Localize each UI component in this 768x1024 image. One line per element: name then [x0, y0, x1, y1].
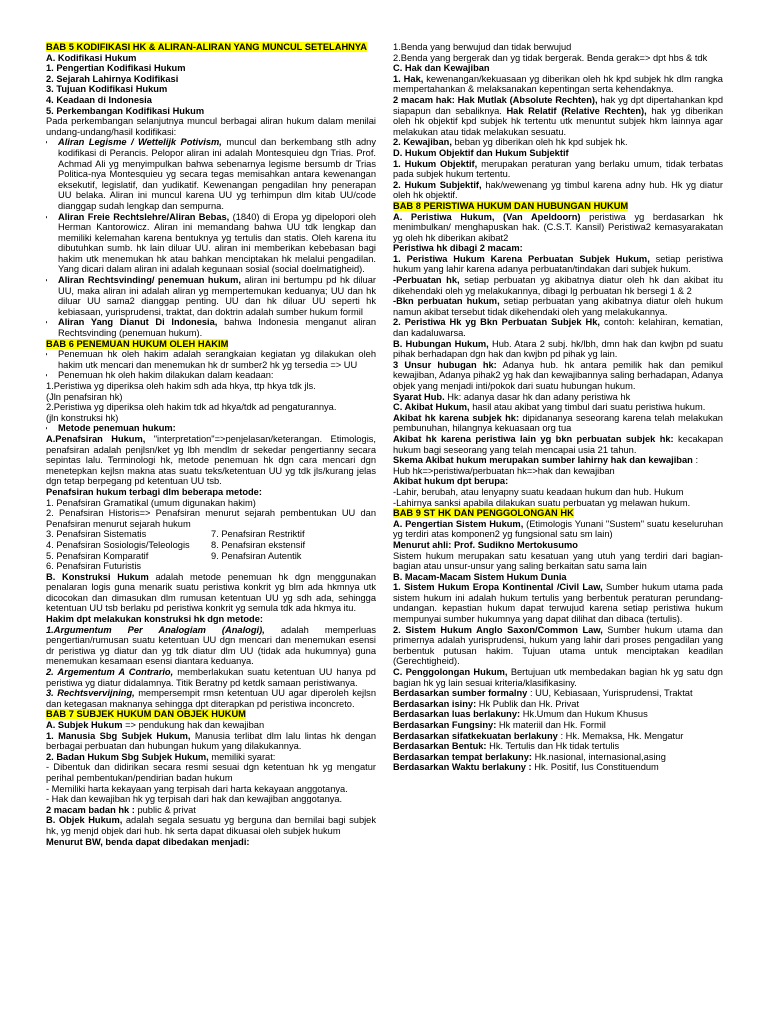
kriteria-value: : UU, Kebiasaan, Yurisprudensi, Traktat	[529, 688, 693, 699]
p1-paragraph	[393, 254, 723, 275]
keadaan-line: 2.Peristiwa yg diperiksa oleh hakim tdk ad hkya/tdk ad pengaturannya.	[46, 402, 337, 413]
p1b-text: setiap perbuatan yang akibatnya diatur oleh hukum namun akibat tersebut tidak dikehendaki oleh yang melakukannya.	[393, 296, 723, 317]
rechtsvinding-title: Aliran Rechtsvinding/ penemuan hukum,	[58, 275, 241, 286]
kriteria-key: Berdasarkan Fungsiny:	[393, 720, 497, 730]
kewajiban-paragraph	[393, 137, 723, 148]
anglo-text: Sumber hukum utama dan primernya adalah yurisprudensi, hukum yang lahir dari proses pengadilan yang berbentuk putusan hakim. Tujuan utama untuk menciptakan keadilan (Gerechtigheid).	[393, 624, 723, 667]
penafsiran-paragraph	[46, 434, 376, 487]
kriteria-value: Hk. Positif, Ius Constituendum	[534, 762, 659, 773]
penemuan-item: • Penemuan hk oleh hakim adalah serangkaian kegiatan yg dilakukan oleh hakim utk mencari dan menemukan hk dr sumber2 hk yg tersedia => UU	[46, 349, 376, 370]
kriteria-key: Berdasarkan sifatkekuatan berlakuny	[393, 730, 558, 741]
hak-text: kewenangan/kekuasaan yg diberikan oleh hk kpd subjek hk dlm rangka mempertahankan & melaksanakan kepentingan serta kehendaknya.	[393, 73, 723, 95]
p1-text: setiap peristiwa hukum yang lahir karena adanya perbuatan/tindakan dari subjek hukum.	[393, 253, 723, 275]
skema-title: Skema Akibat hukum merupakan sumber lahirny hak dan kewajiban	[393, 455, 693, 466]
list-item: 1. Pengertian Kodifikasi Hukum	[46, 63, 186, 74]
contrario-paragraph	[46, 667, 376, 688]
dianut-title: Aliran Yang Dianut Di Indonesia,	[58, 317, 218, 328]
jenis-item: 4. Penafsiran Sosiologis/Teleologis	[46, 539, 190, 550]
contrario-title: 2. Argementum A Contrario,	[46, 667, 174, 678]
dianut-text: bahwa Indonesia menganut aliran Rechtsvinding (penemuan hukum).	[58, 317, 376, 339]
p1a-paragraph	[393, 275, 723, 296]
rechtsvinding-text: aliran ini bertumpu pd hk diluar UU, maka aliran ini adalah aliran yg mempertemukan keduanya; UU dan hk diluar UU sama2 dianggap penting. UU dan hk diluar UU seperti hk kebiasaan, yurisprudensi, traktat, dan doktrin adalah sumber hukum formil	[58, 275, 376, 317]
kriteria-value: : Hk. Memaksa, Hk. Mengatur	[560, 730, 684, 741]
anglo-title: 2. Sistem Hukum Anglo Saxon/Common Law,	[393, 624, 603, 635]
akibat-dpt-item: -Lahir, berubah, atau lenyapny suatu keadaan hukum dan hub. Hukum	[393, 486, 684, 497]
jenis-grid	[46, 529, 376, 571]
kewajiban-text: beban yg diberikan oleh hk kpd subjek hk.	[454, 137, 628, 148]
hubungan-text: Hub. Atara 2 subj. hk/lbh, dmn hak dan kwjbn pd suatu pihak berhadapan dgn hak dan kwjbn pd pihak yg lain.	[393, 338, 723, 360]
akibat2-title: Akibat hk karena subjek hk:	[393, 412, 520, 423]
rechtsvinding-item	[46, 275, 376, 317]
metode-heading: • Metode penemuan hukum:	[46, 423, 376, 434]
kriteria-line	[393, 699, 723, 710]
relatif-title: Hak Relatif (Relative Rechten),	[506, 105, 647, 116]
bab9-heading: BAB 9 ST HK DAN PENGGOLONGAN HK	[393, 508, 574, 519]
p1b-paragraph	[393, 296, 723, 317]
subjektif-title: 2. Hukum Subjektif,	[393, 179, 482, 190]
golongan-title: C. Penggolongan Hukum,	[393, 667, 508, 678]
keadaan-line: (Jln penafsiran hk)	[46, 391, 123, 402]
kriteria-value: Hk.Umum dan Hukum Khusus	[522, 709, 648, 720]
badan-text: memiliki syarat:	[211, 751, 276, 762]
peristiwa-text: peristiwa yg berdasarkan hk menimbulkan/ menghapuskan hak. (C.S.T. Kansil) Peristiwa2 kemasyarakatan yg oleh hk diberikan akibat2	[393, 211, 723, 243]
kriteria-line	[393, 752, 723, 763]
manusia-paragraph	[46, 731, 376, 752]
bab8-heading: BAB 8 PERISTIWA HUKUM DAN HUBUNGAN HUKUM	[393, 200, 629, 211]
eropa-paragraph	[393, 582, 723, 624]
peristiwa-paragraph	[393, 212, 723, 244]
sistem-title: A. Pengertian Sistem Hukum,	[393, 518, 524, 529]
macam-hak-paragraph	[393, 95, 723, 137]
kriteria-value: Hk. Tertulis dan Hk tidak tertulis	[489, 741, 620, 752]
kewajiban-title: 2. Kewajiban,	[393, 137, 452, 148]
list-item: 5. Perkembangan Kodifikasi Hukum	[46, 105, 205, 116]
macam-hak-title: 2 macam hak: Hak Mutlak (Absolute Rechten),	[393, 94, 598, 105]
konstruksi-text: adalah metode penemuan hk dgn menggunakan penalaran logis guna menarik suatu peristiwa konkrit yg blm ada hkmnya utk dicocokan dan dimasukan dlm rumusan ketentuan UU yg sdh ada, sehingga ketentuan UU tsb berlaku pd peristiwa konkrit yg semula tdk ada hkmya itu.	[46, 571, 376, 614]
benda-item: 2.Benda yang bergerak dan yg tidak bergerak. Benda gerak=> dpt hbs & tdk	[393, 52, 708, 63]
konstruksi-title: B. Konstruksi Hukum	[46, 571, 149, 582]
p1a-title: -Perbuatan hk,	[393, 275, 460, 286]
konstruksi-paragraph	[46, 572, 376, 614]
bab5-heading: BAB 5 KODIFIKASI HK & ALIRAN-ALIRAN YANG MUNCUL SETELAHNYA	[46, 42, 367, 52]
rechtsvervijning-text: mempersempit rmsn ketentuan UU agar diperoleh kejlsn dan ketegasan maknanya sehingga dpt diterapkan pd peristiwa inconcreto.	[46, 688, 376, 709]
hubungan-paragraph	[393, 339, 723, 360]
dibagi-heading: Peristiwa hk dibagi 2 macam:	[393, 243, 523, 254]
left-column	[46, 42, 376, 1017]
unsur-text: Adanya hub. hk antara pemilik hak dan pemikul kewajiban, Adanya pihak2 yg hak dan kewajibannya saling berhadapan, Adanya objek yang menjadi inti/pokok dari suatu hubungan hukum.	[393, 359, 723, 391]
hakim-heading: Hakim dpt melakukan konstruksi hk dgn metode:	[46, 614, 263, 625]
kriteria-key: Berdasarkan luas berlakuny:	[393, 709, 521, 720]
legisme-title: Aliran Legisme / Wettelijk Potivism,	[58, 137, 222, 148]
akibat2-paragraph	[393, 413, 723, 434]
jenis-item: 6. Penafsiran Futuristis	[46, 561, 142, 572]
dianut-item	[46, 317, 376, 338]
macam-title: 2 macam badan hk :	[46, 804, 135, 815]
jenis-item: 7. Penafsiran Restriktif	[211, 529, 305, 540]
anglo-paragraph	[393, 625, 723, 667]
badan-item: - Hak dan kewajiban hk yg terpisah dari hak dan kewajiban anggotanya.	[46, 794, 343, 805]
macam-hak-text: hak yg dpt dipertahankan kpd siapapun dan sebaliknya.	[393, 94, 723, 116]
syarat-paragraph	[393, 392, 723, 403]
macam-text: public & privat	[137, 804, 196, 815]
list-item: 2. Sejarah Lahirnya Kodifikasi	[46, 73, 179, 84]
kriteria-value: Hk Publik dan Hk. Privat	[478, 698, 580, 709]
subjek-paragraph	[46, 720, 376, 731]
jenis-item: 5. Penafsiran Komparatif	[46, 550, 149, 561]
freie-item	[46, 212, 376, 276]
hak-kewajiban-heading: C. Hak dan Kewajiban	[393, 63, 490, 74]
subjek-title: A. Subjek Hukum	[46, 720, 123, 730]
akibat-text: hasil atau akibat yang timbul dari suatu peristiwa hukum.	[472, 402, 706, 413]
sudikno-heading: Menurut ahli: Prof. Sudikno Mertokusumo	[393, 539, 578, 550]
kodifikasi-heading: A. Kodifikasi Hukum	[46, 52, 137, 63]
hak-title: 1. Hak,	[393, 73, 424, 84]
p1a-text: setiap perbuatan yg akibatnya diatur oleh hk dan akibat itu dikehendaki oleh yg melakukannya, dibagi lg perbuatan hk bersegi 1 & 2	[393, 275, 723, 296]
subjektif-text: hak/wewenang yg timbul karena adny hub. Hk yg diatur oleh hk objektif.	[393, 179, 723, 201]
rechtsvervijning-title: 3. Rechtsvervijning,	[46, 688, 135, 699]
subjek-text: => pendukung hak dan kewajiban	[125, 720, 265, 730]
kriteria-value: Hk materiil dan Hk. Formil	[498, 720, 606, 730]
bw-heading: Menurut BW, benda dapat dibedakan menjadi:	[46, 836, 250, 847]
bab7-heading: BAB 7 SUBJEK HUKUM DAN OBJEK HUKUM	[46, 709, 246, 720]
kriteria-key: Berdasarkan tempat berlakuny:	[393, 751, 532, 762]
akibat3-text: kecakapan hukum bagi seseorang yang telah mencapai usia 21 tahun.	[393, 433, 723, 455]
jenis-item: 3. Penafsiran Sistematis	[46, 529, 147, 540]
keadaan-line: 1.Peristiwa yg diperiksa oleh hakim sdh ada hkya, ttp hkya tdk jls.	[46, 381, 316, 391]
subjektif-paragraph	[393, 180, 723, 201]
macam-paragraph	[46, 805, 376, 816]
kriteria-line	[393, 762, 723, 773]
intro-paragraph: Pada perkembangan selanjutnya muncul berbagai aliran hukum dalam menilai undang-undang/hasil kodifikasi:	[46, 116, 376, 137]
kriteria-line	[393, 688, 723, 699]
p2-paragraph	[393, 317, 723, 338]
kriteria-line	[393, 720, 723, 731]
kriteria-key: Berdasarkan sumber formalny	[393, 688, 528, 699]
skema-line: Hub hk=>peristiwa/perbuatan hk=>hak dan kewajiban	[393, 465, 615, 476]
legisme-item	[46, 137, 376, 211]
freie-title: Aliran Freie Rechtslehre/Aliran Bebas,	[58, 211, 230, 222]
macam-sistem-heading: B. Macam-Macam Sistem Hukum Dunia	[393, 571, 567, 582]
unsur-paragraph	[393, 360, 723, 392]
objektif-paragraph	[393, 159, 723, 180]
syarat-title: Syarat Hub.	[393, 391, 445, 402]
list-item: 3. Tujuan Kodifikasi Hukum	[46, 84, 168, 95]
syarat-text: Hk: adanya dasar hk dan adany peristiwa hk	[447, 391, 631, 402]
sistem-text: (Etimologis Yunani "Sustem" suatu keseluruhan yg terdiri atas komponen2 yg fungsional satu sm lain)	[393, 518, 723, 540]
kriteria-value: Hk.nasional, internasional,asing	[534, 751, 666, 762]
sistem-paragraph	[393, 519, 723, 540]
akibat-dpt-heading: Akibat hukum dpt berupa:	[393, 476, 509, 487]
kriteria-key: Berdasarkan isiny:	[393, 698, 477, 709]
rechtsvervijning-paragraph	[46, 688, 376, 709]
manusia-title: 1. Manusia Sbg Subjek Hukum,	[46, 730, 191, 741]
badan-paragraph	[46, 752, 376, 763]
kriteria-line	[393, 741, 723, 752]
peristiwa-title: A. Peristiwa Hukum, (Van Apeldoorn)	[393, 211, 581, 222]
skema-text: :	[695, 455, 699, 466]
objek-title: B. Objek Hukum,	[46, 815, 123, 826]
sudikno-text: Sistem hukum merupakan satu kesatuan yang utuh yang terdiri dari bagian-bagian atau unsur-unsur yang saling berkaitan satu sama lain	[393, 550, 723, 572]
p1-title: 1. Peristiwa Hukum Karena Perbuatan Subjek Hukum,	[393, 253, 650, 264]
benda-item: 1.Benda yang berwujud dan tidak berwujud	[393, 42, 572, 52]
kriteria-line	[393, 731, 723, 742]
akibat3-paragraph	[393, 434, 723, 455]
relatif-text: hak yg diberikan oleh hk objektif kpd subjek hk tertentu utk menuntut subjek hkm lainnya agar melakukan atau tidak melakukan sesuatu.	[393, 105, 723, 137]
golongan-text: Bertujuan utk membedakan bagian hk yg satu dgn bagian hk yg lain sesuai kriteria/klasifikasiny.	[393, 667, 723, 688]
akibat3-title: Akibat hk karena peristiwa lain yg bkn perbuatan subjek hk:	[393, 433, 674, 444]
manusia-text: Manusia terlibat dlm lalu lintas hk dengan berbagai perbuatan dan hubungan hukum yang dilakukannya.	[46, 730, 376, 752]
akibat-dpt-item: -Lahirnya sanksi apabila dilakukan suatu perbuatan yg melawan hukum.	[393, 497, 691, 508]
skema-paragraph	[393, 455, 723, 466]
bab6-heading: BAB 6 PENEMUAN HUKUM OLEH HAKIM	[46, 338, 229, 349]
right-column	[393, 42, 723, 922]
jenis-item: 8. Penafsiran ekstensif	[211, 539, 306, 550]
jenis-item: 1. Penafsiran Gramatikal (umum digunakan hakim)	[46, 497, 256, 508]
penafsiran-text: "interpretation"=>penjelasan/keterangan. Etimologis, penafsiran adalah penjlsn/ket yg lbh mendlm dr sekedar pengertianny secara sepintas lalu. Terminologi hk, metode penemuan hk dgn cara mencari dgn menetepkan kejlsn makna atas suatu teks/ketentuan UU yg tdk jls/kurang jelas dgn tetap berpegang pd ketentuan UU tsb.	[46, 433, 376, 487]
kriteria-line	[393, 709, 723, 720]
kriteria-key: Berdasarkan Waktu berlakuny :	[393, 762, 532, 773]
kriteria-key: Berdasarkan Bentuk:	[393, 741, 487, 752]
p1b-title: -Bkn perbuatan hukum,	[393, 296, 500, 307]
jenis-item: 9. Penafsiran Autentik	[211, 550, 302, 561]
penemuan-item: • Penemuan hk oleh hakim dilakukan dalam keadaan:	[46, 370, 376, 381]
akibat-title: C. Akibat Hukum,	[393, 402, 470, 413]
jenis-heading: Penafsiran hukum terbagi dlm beberapa metode:	[46, 486, 262, 497]
badan-item: - Memiliki harta kekayaan yang terpisah dari harta kekayaan anggotanya.	[46, 783, 348, 794]
freie-text: (1840) di Eropa yg dipelopori oleh Herman Kantorowicz. Aliran ini memandang bahwa UU tdk lengkap dan memiliki kelemahan karena bentuknya yg tertulis dan statis. Oleh karena itu dibutuhkan sumb. hk lain diluar UU. aliran ini memberikan kebebasan bagi hakim utk menemukan hk atau bahkan menciptakan hk melalui pengadilan. Yang dicari dalam aliran ini adalah kegunaan sosial (social doelmatigheid).	[58, 211, 376, 275]
penafsiran-title: A.Penafsiran Hukum,	[46, 433, 146, 444]
objektif-subjektif-heading: D. Hukum Objektif dan Hukum Subjektif	[393, 147, 569, 158]
legisme-text: muncul dan berkembang stlh adny kodifikasi di Perancis. Pelopor aliran ini adalah Montesquieu dgn Trias. Prof. Achmad Ali yg menyimpulkan bahwa sebenarnya legisme bersumb dr Trias Politica-nya Montesquieu yg secara tegas memisahkan antara kewenangan eksekutif, legislatif, dan yudikatif. Kewenangan pengadilan hny penerapan UU belaka. Aliran ini muncul karena UU yg terhimpun dlm kitab UU/code dianggap sudah lengkap dan sempurna.	[58, 137, 376, 211]
analogi-paragraph	[46, 625, 376, 667]
badan-item: - Dibentuk dan didirikan secara resmi sesuai dgn ketentuan hk yg mengatur perihal pembentukan/pendirian badan hukum	[46, 762, 376, 783]
akibat-paragraph	[393, 402, 723, 413]
p2-title: 2. Peristiwa Hk yg Bkn Perbuatan Subjek Hk,	[393, 317, 600, 328]
golongan-paragraph	[393, 667, 723, 688]
contrario-text: memberlakukan suatu ketentuan UU hanya pd peristiwa yg diatur didalamnya. Titik Beratny pd ketdk samaan peristiwanya.	[46, 667, 376, 688]
eropa-title: 1. Sistem Hukum Eropa Kontinental /Civil Law,	[393, 582, 603, 593]
objek-text: adalah segala sesuatu yg berguna dan bernilai bagi subjek hk, yg menjd objek dari hub. hk serta dapat dikuasai oleh subjek hukum	[46, 815, 376, 836]
hubungan-title: B. Hubungan Hukum,	[393, 338, 489, 349]
list-item: 4. Keadaan di Indonesia	[46, 94, 152, 105]
jenis-item: 2. Penafsiran Historis=> Penafsiran menurut sejarah pembentukan UU dan Penafsiran menurut sejarah hukum	[46, 508, 376, 529]
p2-text: contoh: kelahiran, kematian, dan kadaluwarsa.	[393, 317, 723, 339]
eropa-text: Sumber hukum utama pada sistem hukum ini adalah hukum tertulis yang berbentuk peraturan perundang-undangan. kepastian hukum dapat terwujud karena setiap peristiwa hukum mempunyai sumber hukumnya yang dapat dilihat dan dibaca (tertulis).	[393, 582, 723, 625]
analogi-title: 1.Argumentum Per Analogiam (Analogi),	[46, 624, 265, 635]
unsur-title: 3 Unsur hubugan hk:	[393, 359, 497, 370]
objektif-title: 1. Hukum Objektif,	[393, 158, 478, 169]
keadaan-line: (jln konstruksi hk)	[46, 412, 119, 423]
badan-title: 2. Badan Hukum Sbg Subjek Hukum,	[46, 751, 209, 762]
akibat2-text: dipidananya seseorang karena telah melakukan pembunuhan, hilangnya kekuasaan org tua	[393, 412, 723, 434]
objektif-text: merupakan peraturan yang berlaku umum, tidak terbatas pada subjek hukum tertentu.	[393, 158, 723, 180]
objek-paragraph	[46, 815, 376, 836]
analogi-text: adalah memperluas pengertian/rumusan suatu ketentuan UU dgn mencari dan menemukan esensi dr peristiwa yg diatur dan yg tdk diatur dlm UU (tidak ada hukumnya) guna menemukan kesamaan esensi diantara keduanya.	[46, 624, 376, 667]
hak-paragraph	[393, 74, 723, 95]
